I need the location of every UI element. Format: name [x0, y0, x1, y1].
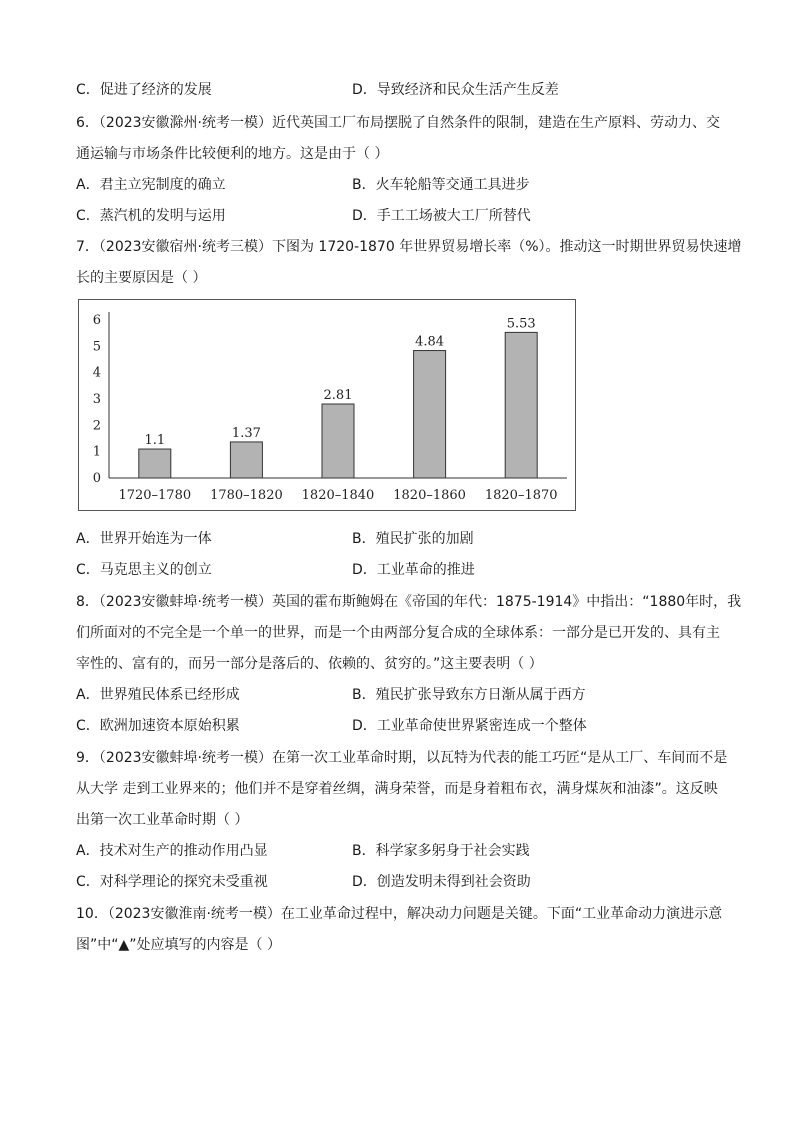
bar [230, 442, 262, 478]
q7-option-d: D．工业革命的推进 [352, 562, 475, 578]
q6-stem-line1: 6．（2023安徽滁州·统考一模）近代英国工厂布局摆脱了自然条件的限制，建造在生产原料、劳动力、交 [76, 115, 720, 131]
bar-value-label: 1.1 [144, 433, 166, 449]
q8-option-a: A．世界殖民体系已经形成 [76, 687, 240, 703]
q5-option-c: C．促进了经济的发展 [76, 82, 212, 98]
x-tick-label: 1820–1840 [301, 488, 375, 503]
q8-stem-line1: 8．（2023安徽蚌埠·统考一模）英国的霍布斯鲍姆在《帝国的年代：1875-1914》中指出：“1880年时，我 [76, 594, 742, 610]
bar-value-label: 1.37 [231, 425, 261, 441]
q10-stem-line2: 图”中“▲”处应填写的内容是（ ） [76, 937, 281, 953]
x-tick-label: 1820–1870 [484, 488, 558, 503]
q8-option-b: B．殖民扩张导致东方日渐从属于西方 [352, 687, 586, 703]
q6-option-b: B．火车轮船等交通工具进步 [352, 177, 530, 193]
y-tick-label: 6 [92, 313, 101, 328]
bar-value-label: 4.84 [415, 334, 445, 350]
q7-option-c: C．马克思主义的创立 [76, 562, 212, 578]
q6-option-c: C．蒸汽机的发明与运用 [76, 208, 226, 224]
q8-option-d: D．工业革命使世界紧密连成一个整体 [352, 718, 587, 734]
bar-value-label: 5.53 [506, 316, 536, 332]
bar [414, 351, 446, 478]
q7-stem-line2: 长的主要原因是（ ） [76, 270, 207, 286]
x-tick-label: 1720–1780 [118, 488, 192, 503]
y-tick-label: 1 [92, 444, 101, 460]
q6-stem-line2: 通运输与市场条件比较便利的地方。这是由于（ ） [76, 146, 389, 162]
x-tick-label: 1820–1860 [393, 488, 466, 503]
bar [505, 332, 537, 478]
q9-option-b: B．科学家多躬身于社会实践 [352, 843, 530, 859]
q8-option-c: C．欧洲加速资本原始积累 [76, 718, 240, 734]
y-tick-label: 3 [92, 392, 101, 407]
q8-stem-line3: 宰性的、富有的，而另一部分是落后的、依赖的、贫穷的。”这主要表明（ ） [76, 656, 543, 672]
y-tick-label: 5 [92, 339, 101, 355]
y-tick-label: 0 [92, 471, 101, 486]
q7-option-b: B．殖民扩张的加剧 [352, 531, 474, 547]
q8-stem-line2: 们所面对的不完全是一个单一的世界，而是一个由两部分复合成的全球体系：一部分是已开发的、具有主 [76, 625, 720, 641]
bar [322, 404, 354, 478]
q7-stem-line1: 7．（2023安徽宿州·统考三模）下图为 1720-1870 年世界贸易增长率（%）。推动这一时期世界贸易快速增 [76, 239, 742, 255]
y-tick-label: 2 [92, 418, 101, 434]
trade-growth-chart [78, 299, 576, 511]
y-tick-label: 4 [92, 365, 101, 381]
q7-option-a: A．世界开始连为一体 [76, 531, 212, 547]
q10-stem-line1: 10．（2023安徽淮南·统考一模）在工业革命过程中，解决动力问题是关键。下面“工业革命动力演进示意 [76, 906, 723, 922]
q5-option-d: D．导致经济和民众生活产生反差 [352, 82, 559, 98]
q9-option-c: C．对科学理论的探究未受重视 [76, 874, 268, 890]
bar-value-label: 2.81 [323, 388, 353, 404]
q9-option-d: D．创造发明未得到社会资助 [352, 874, 531, 890]
bar [139, 449, 171, 478]
q9-stem-line1: 9．（2023安徽蚌埠·统考一模）在第一次工业革命时期，以瓦特为代表的能工巧匠“是从工厂、车间而不是 [76, 750, 728, 766]
q9-stem-line3: 出第一次工业革命时期（ ） [76, 812, 249, 828]
q9-option-a: A．技术对生产的推动作用凸显 [76, 843, 268, 859]
q9-stem-line2: 从大学 走到工业界来的；他们并不是穿着丝绸，满身荣誉，而是身着粗布衣，满身煤灰和油漆”。这反映 [76, 781, 718, 797]
bar-chart-svg [79, 300, 575, 510]
q6-option-d: D．手工工场被大工厂所替代 [352, 208, 531, 224]
x-tick-label: 1780–1820 [210, 488, 283, 503]
q6-option-a: A．君主立宪制度的确立 [76, 177, 226, 193]
